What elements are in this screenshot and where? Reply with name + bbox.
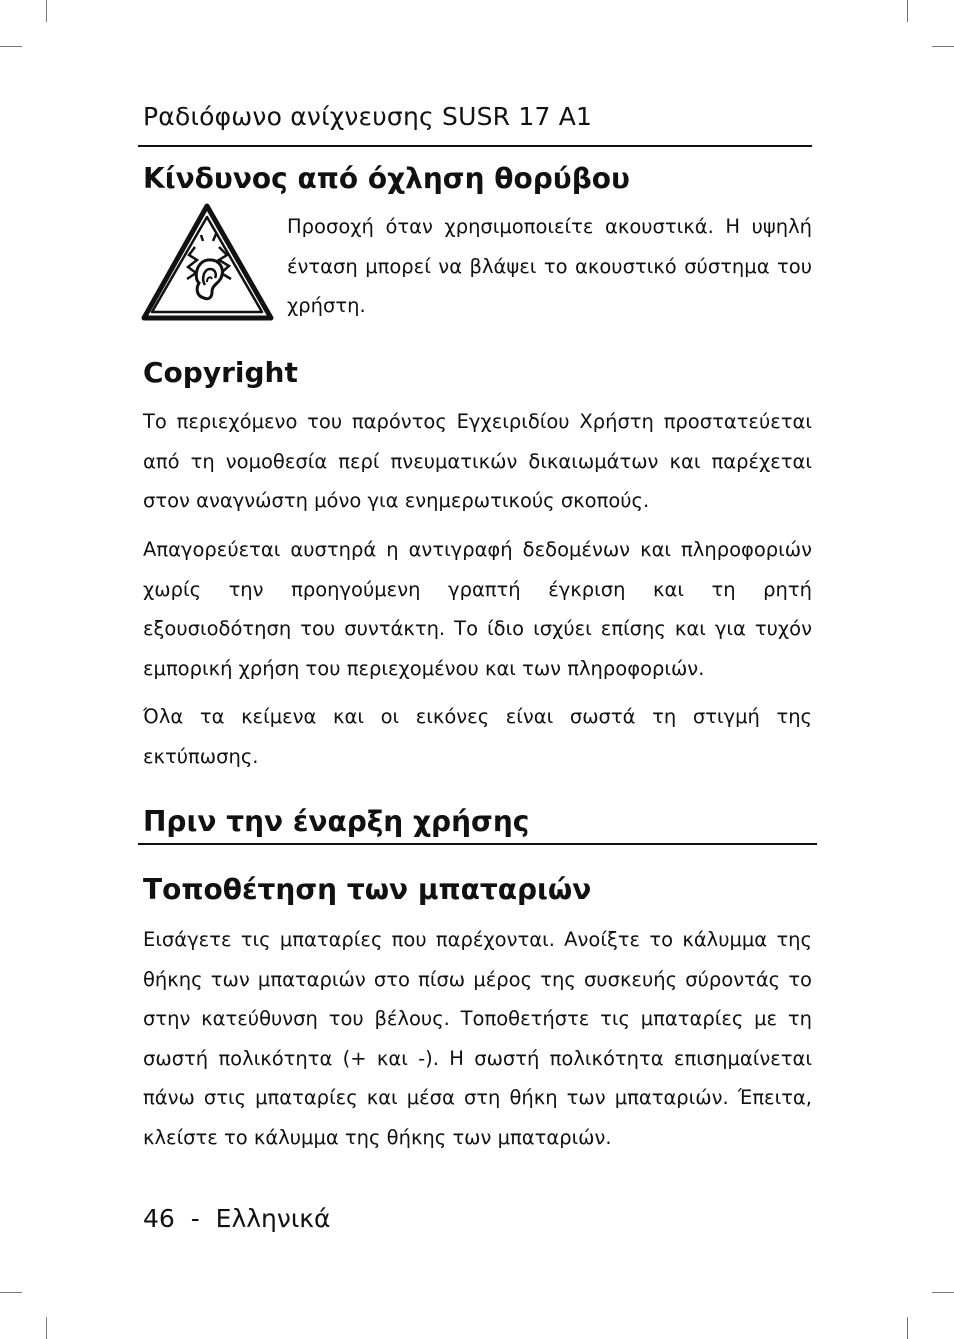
crop-mark: [46, 1317, 47, 1339]
page-footer: [143, 1202, 331, 1236]
before-use-heading: Πριν την έναρξη χρήσης: [143, 805, 530, 838]
copyright-paragraph: Όλα τα κείμενα και οι εικόνες είναι σωστά τη στιγμή της εκτύπωσης.: [143, 705, 812, 768]
crop-mark: [932, 1292, 954, 1293]
copyright-paragraph: Απαγορεύεται αυστηρά η αντιγραφή δεδομένων και πληροφοριών χωρίς την προηγούμενη γραπτή έγκριση και τη ρητή εξουσιοδότηση του συντάκτη. Το ίδιο ισχύει επίσης και για τυχόν εμπορική χρήση του περιεχομένου και των πληροφοριών.: [143, 538, 812, 680]
crop-mark: [0, 1292, 22, 1293]
batteries-heading: Τοποθέτηση των μπαταριών: [143, 873, 592, 906]
noise-warning-heading: Κίνδυνος από όχληση θορύβου: [143, 162, 630, 195]
running-header: Ραδιόφωνο ανίχνευσης SUSR 17 A1: [143, 102, 593, 131]
batteries-text: Εισάγετε τις μπαταρίες που παρέχονται. Ανοίξτε το κάλυμμα της θήκης των μπαταριών στο πίσω μέρος της συσκευής σύροντάς το στην κατεύθυνση του βέλους. Τοποθετήστε τις μπαταρίες με τη σωστή πολικότητα (+ και -). Η σωστή πολικότητα επισημαίνεται πάνω στις μπαταρίες και μέσα στη θήκη των μπαταριών. Έπειτα, κλείστε το κάλυμμα της θήκης των μπαταριών.: [143, 928, 812, 1149]
crop-mark: [907, 1317, 908, 1339]
crop-mark: [907, 0, 908, 22]
footer-separator: -: [190, 1204, 200, 1233]
hearing-damage-warning-icon: [141, 203, 274, 321]
page-number: 46: [143, 1204, 175, 1233]
crop-mark: [0, 46, 22, 47]
noise-warning-text: Προσοχή όταν χρησιμοποιείτε ακουστικά. Η υψηλή ένταση μπορεί να βλάψει το ακουστικό σύστημα του χρήστη.: [287, 215, 812, 317]
crop-mark: [46, 0, 47, 22]
footer-language: Ελληνικά: [215, 1204, 331, 1233]
copyright-paragraph: Το περιεχόμενο του παρόντος Εγχειριδίου Χρήστη προστατεύεται από τη νομοθεσία περί πνευματικών δικαιωμάτων και παρέχεται στον αναγνώστη μόνο για ενημερωτικούς σκοπούς.: [143, 410, 812, 512]
section-rule: [138, 843, 817, 845]
header-rule: [138, 145, 812, 147]
crop-mark: [932, 46, 954, 47]
copyright-heading: Copyright: [143, 356, 298, 389]
